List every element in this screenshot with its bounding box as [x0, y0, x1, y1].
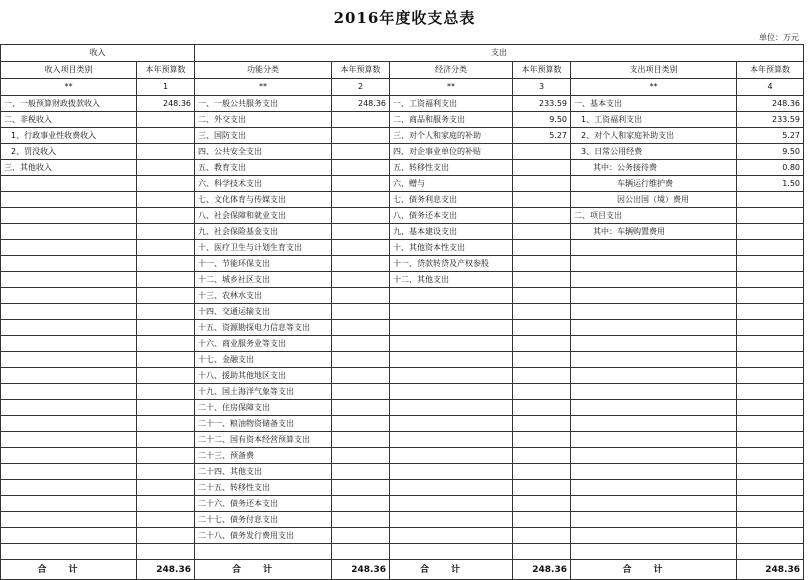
income-category-header: 收入项目类别	[1, 62, 137, 79]
index-cell: 1	[137, 79, 195, 96]
economic-label-cell: 二、商品和服务支出	[390, 112, 513, 128]
income-value-cell	[137, 432, 195, 448]
table-row	[1, 96, 804, 112]
functional-value-cell	[332, 144, 390, 160]
economic-value-cell	[513, 304, 571, 320]
expense-item-value-cell	[737, 416, 804, 432]
expense-item-label-cell	[571, 256, 737, 272]
economic-value-cell	[513, 320, 571, 336]
table-row	[1, 384, 804, 400]
total-value: 248.36	[737, 560, 804, 580]
expense-budget-header: 本年预算数	[737, 62, 804, 79]
functional-value-cell	[332, 352, 390, 368]
expense-item-value-cell: 233.59	[737, 112, 804, 128]
income-value-cell	[137, 464, 195, 480]
expense-item-label-cell	[571, 368, 737, 384]
expense-item-label-cell	[571, 448, 737, 464]
income-label-cell	[1, 304, 137, 320]
expense-item-label-cell	[571, 496, 737, 512]
income-value-cell	[137, 288, 195, 304]
income-label-cell: 1、行政事业性收费收入	[1, 128, 137, 144]
functional-label-cell: 十二、城乡社区支出	[195, 272, 332, 288]
table-row	[1, 528, 804, 544]
functional-value-cell	[332, 384, 390, 400]
functional-value-cell	[332, 224, 390, 240]
functional-value-cell	[332, 208, 390, 224]
expense-item-value-cell	[737, 320, 804, 336]
economic-label-cell	[390, 288, 513, 304]
functional-value-cell	[332, 512, 390, 528]
functional-value-cell	[332, 176, 390, 192]
income-label-cell: 2、罚没收入	[1, 144, 137, 160]
economic-label-cell: 九、基本建设支出	[390, 224, 513, 240]
functional-value-cell: 248.36	[332, 96, 390, 112]
expense-item-value-cell	[737, 304, 804, 320]
table-row	[1, 208, 804, 224]
expense-item-value-cell: 9.50	[737, 144, 804, 160]
economic-value-cell	[513, 352, 571, 368]
income-label-cell	[1, 352, 137, 368]
economic-label-cell	[390, 480, 513, 496]
functional-label-cell: 二十八、债务发行费用支出	[195, 528, 332, 544]
expense-item-label-cell	[571, 464, 737, 480]
functional-value-cell	[332, 112, 390, 128]
income-value-cell	[137, 496, 195, 512]
total-value: 248.36	[332, 560, 390, 580]
expense-item-value-cell	[737, 352, 804, 368]
table-row	[1, 128, 804, 144]
income-value-cell	[137, 544, 195, 560]
income-label-cell	[1, 416, 137, 432]
expense-item-label-cell	[571, 432, 737, 448]
economic-label-cell: 十二、其他支出	[390, 272, 513, 288]
income-value-cell	[137, 208, 195, 224]
income-label-cell	[1, 448, 137, 464]
expense-item-label-cell	[571, 352, 737, 368]
economic-label-cell	[390, 416, 513, 432]
expense-item-label-cell	[571, 416, 737, 432]
income-label-cell: 一、一般预算财政拨款收入	[1, 96, 137, 112]
economic-label-cell	[390, 464, 513, 480]
total-label: 合计	[390, 560, 513, 580]
functional-value-cell	[332, 432, 390, 448]
income-value-cell	[137, 400, 195, 416]
functional-value-cell	[332, 480, 390, 496]
income-value-cell	[137, 512, 195, 528]
expense-item-value-cell	[737, 336, 804, 352]
economic-value-cell	[513, 544, 571, 560]
economic-label-cell	[390, 528, 513, 544]
economic-value-cell	[513, 512, 571, 528]
economic-label-cell	[390, 400, 513, 416]
economic-header: 经济分类	[390, 62, 513, 79]
income-value-cell	[137, 112, 195, 128]
functional-label-cell	[195, 544, 332, 560]
table-row	[1, 192, 804, 208]
expense-item-label-cell	[571, 544, 737, 560]
economic-label-cell	[390, 544, 513, 560]
expense-item-label-cell: 其中：车辆购置费用	[571, 224, 737, 240]
functional-label-cell: 十七、金融支出	[195, 352, 332, 368]
index-cell: 4	[737, 79, 804, 96]
income-label-cell	[1, 224, 137, 240]
functional-value-cell	[332, 400, 390, 416]
functional-value-cell	[332, 528, 390, 544]
income-label-cell	[1, 432, 137, 448]
functional-label-cell: 一、一般公共服务支出	[195, 96, 332, 112]
table-row	[1, 352, 804, 368]
economic-value-cell	[513, 480, 571, 496]
economic-label-cell: 八、债务还本支出	[390, 208, 513, 224]
economic-label-cell	[390, 320, 513, 336]
economic-value-cell	[513, 528, 571, 544]
functional-label-cell: 二十五、转移性支出	[195, 480, 332, 496]
income-label-cell	[1, 512, 137, 528]
budget-table	[0, 44, 804, 580]
expense-item-value-cell: 5.27	[737, 128, 804, 144]
table-row	[1, 112, 804, 128]
income-value-cell	[137, 336, 195, 352]
income-label-cell	[1, 240, 137, 256]
functional-value-cell	[332, 240, 390, 256]
economic-value-cell	[513, 416, 571, 432]
economic-value-cell	[513, 336, 571, 352]
functional-label-cell: 十九、国土海洋气象等支出	[195, 384, 332, 400]
income-label-cell	[1, 288, 137, 304]
expense-item-label-cell	[571, 528, 737, 544]
functional-label-cell: 二、外交支出	[195, 112, 332, 128]
income-value-cell: 248.36	[137, 96, 195, 112]
functional-value-cell	[332, 320, 390, 336]
economic-value-cell	[513, 144, 571, 160]
table-row	[1, 512, 804, 528]
income-label-cell	[1, 256, 137, 272]
functional-value-cell	[332, 496, 390, 512]
economic-value-cell	[513, 160, 571, 176]
income-value-cell	[137, 480, 195, 496]
table-row	[1, 400, 804, 416]
economic-label-cell	[390, 496, 513, 512]
expense-item-label-cell	[571, 400, 737, 416]
economic-value-cell	[513, 384, 571, 400]
functional-label-cell: 二十、住房保障支出	[195, 400, 332, 416]
income-budget-header: 本年预算数	[137, 62, 195, 79]
functional-label-cell: 二十二、国有资本经营预算支出	[195, 432, 332, 448]
economic-value-cell	[513, 240, 571, 256]
income-value-cell	[137, 368, 195, 384]
index-cell: **	[195, 79, 332, 96]
expense-item-value-cell	[737, 464, 804, 480]
functional-label-cell: 九、社会保险基金支出	[195, 224, 332, 240]
economic-value-cell	[513, 400, 571, 416]
income-label-cell	[1, 272, 137, 288]
economic-label-cell	[390, 304, 513, 320]
economic-value-cell	[513, 272, 571, 288]
expense-item-value-cell	[737, 288, 804, 304]
functional-label-cell: 二十七、债务付息支出	[195, 512, 332, 528]
expense-item-label-cell: 车辆运行维护费	[571, 176, 737, 192]
table-row	[1, 416, 804, 432]
expense-item-label-cell	[571, 304, 737, 320]
economic-label-cell: 十一、贷款转贷及产权参股	[390, 256, 513, 272]
expense-item-label-cell: 3、日常公用经费	[571, 144, 737, 160]
expense-item-value-cell	[737, 400, 804, 416]
economic-label-cell: 一、工资福利支出	[390, 96, 513, 112]
functional-label-cell: 十、医疗卫生与计划生育支出	[195, 240, 332, 256]
expense-category-header: 支出项目类别	[571, 62, 737, 79]
functional-value-cell	[332, 192, 390, 208]
table-row	[1, 240, 804, 256]
functional-label-cell: 二十六、债务还本支出	[195, 496, 332, 512]
functional-label-cell: 十四、交通运输支出	[195, 304, 332, 320]
table-row	[1, 304, 804, 320]
income-value-cell	[137, 256, 195, 272]
economic-value-cell: 233.59	[513, 96, 571, 112]
economic-label-cell: 七、债务利息支出	[390, 192, 513, 208]
economic-label-cell	[390, 336, 513, 352]
table-row	[1, 256, 804, 272]
functional-label-cell: 七、文化体育与传媒支出	[195, 192, 332, 208]
economic-label-cell	[390, 368, 513, 384]
economic-value-cell	[513, 288, 571, 304]
income-value-cell	[137, 320, 195, 336]
expense-item-value-cell: 1.50	[737, 176, 804, 192]
income-label-cell	[1, 400, 137, 416]
income-label-cell	[1, 496, 137, 512]
index-cell: **	[571, 79, 737, 96]
expense-item-label-cell	[571, 272, 737, 288]
expense-item-value-cell	[737, 528, 804, 544]
expense-item-label-cell	[571, 336, 737, 352]
functional-value-cell	[332, 448, 390, 464]
functional-label-cell: 十六、商业服务业等支出	[195, 336, 332, 352]
economic-value-cell	[513, 176, 571, 192]
income-label-cell	[1, 480, 137, 496]
expense-item-value-cell	[737, 496, 804, 512]
income-value-cell	[137, 448, 195, 464]
table-row	[1, 176, 804, 192]
expense-item-label-cell	[571, 480, 737, 496]
functional-label-cell: 二十一、粮油物资储备支出	[195, 416, 332, 432]
expense-item-value-cell	[737, 224, 804, 240]
expense-item-value-cell	[737, 384, 804, 400]
index-cell: 3	[513, 79, 571, 96]
expense-item-label-cell	[571, 240, 737, 256]
income-value-cell	[137, 128, 195, 144]
expense-item-label-cell: 2、对个人和家庭补助支出	[571, 128, 737, 144]
table-row	[1, 480, 804, 496]
functional-label-cell: 十三、农林水支出	[195, 288, 332, 304]
income-label-cell: 二、非税收入	[1, 112, 137, 128]
total-row	[1, 560, 804, 580]
functional-value-cell	[332, 416, 390, 432]
income-label-cell	[1, 464, 137, 480]
functional-value-cell	[332, 464, 390, 480]
income-value-cell	[137, 224, 195, 240]
expense-item-value-cell	[737, 256, 804, 272]
economic-label-cell: 六、赠与	[390, 176, 513, 192]
total-value: 248.36	[137, 560, 195, 580]
table-row	[1, 144, 804, 160]
functional-value-cell	[332, 288, 390, 304]
income-label-cell	[1, 208, 137, 224]
index-cell: **	[390, 79, 513, 96]
total-label: 合计	[1, 560, 137, 580]
income-label-cell	[1, 544, 137, 560]
economic-label-cell: 三、对个人和家庭的补助	[390, 128, 513, 144]
functional-label-cell: 十八、援助其他地区支出	[195, 368, 332, 384]
income-group-header: 收入	[1, 45, 195, 62]
economic-value-cell	[513, 208, 571, 224]
functional-label-cell: 八、社会保障和就业支出	[195, 208, 332, 224]
economic-label-cell: 五、转移性支出	[390, 160, 513, 176]
income-value-cell	[137, 240, 195, 256]
table-row	[1, 544, 804, 560]
expense-item-label-cell	[571, 288, 737, 304]
functional-label-cell: 二十三、预备费	[195, 448, 332, 464]
income-value-cell	[137, 176, 195, 192]
table-row	[1, 160, 804, 176]
expense-item-label-cell	[571, 512, 737, 528]
income-label-cell	[1, 192, 137, 208]
income-label-cell: 三、其他收入	[1, 160, 137, 176]
expense-item-label-cell: 其中：公务接待费	[571, 160, 737, 176]
functional-label-cell: 十五、资源勘探电力信息等支出	[195, 320, 332, 336]
index-cell: 2	[332, 79, 390, 96]
functional-header: 功能分类	[195, 62, 332, 79]
economic-label-cell	[390, 352, 513, 368]
total-value: 248.36	[513, 560, 571, 580]
table-row	[1, 320, 804, 336]
economic-label-cell	[390, 512, 513, 528]
income-label-cell	[1, 320, 137, 336]
economic-label-cell: 十、其他资本性支出	[390, 240, 513, 256]
expense-item-label-cell: 二、项目支出	[571, 208, 737, 224]
economic-label-cell	[390, 432, 513, 448]
economic-label-cell: 四、对企事业单位的补贴	[390, 144, 513, 160]
income-value-cell	[137, 160, 195, 176]
functional-value-cell	[332, 368, 390, 384]
expense-item-label-cell: 一、基本支出	[571, 96, 737, 112]
economic-budget-header: 本年预算数	[513, 62, 571, 79]
functional-label-cell: 六、科学技术支出	[195, 176, 332, 192]
expense-item-value-cell	[737, 448, 804, 464]
income-value-cell	[137, 352, 195, 368]
table-row	[1, 224, 804, 240]
income-value-cell	[137, 144, 195, 160]
expense-item-label-cell: 因公出国（境）费用	[571, 192, 737, 208]
income-value-cell	[137, 528, 195, 544]
functional-value-cell	[332, 256, 390, 272]
page-title: 2016年度收支总表	[333, 9, 476, 27]
table-row	[1, 288, 804, 304]
income-label-cell	[1, 176, 137, 192]
functional-value-cell	[332, 160, 390, 176]
expense-item-value-cell	[737, 272, 804, 288]
functional-budget-header: 本年预算数	[332, 62, 390, 79]
income-value-cell	[137, 384, 195, 400]
income-label-cell	[1, 336, 137, 352]
total-label: 合计	[195, 560, 332, 580]
unit-label: 单位：万元	[759, 33, 799, 42]
economic-value-cell: 5.27	[513, 128, 571, 144]
functional-label-cell: 五、教育支出	[195, 160, 332, 176]
expense-item-value-cell	[737, 432, 804, 448]
expense-group-header: 支出	[195, 45, 804, 62]
expense-item-value-cell: 0.80	[737, 160, 804, 176]
economic-value-cell	[513, 432, 571, 448]
table-row	[1, 368, 804, 384]
income-value-cell	[137, 272, 195, 288]
table-row	[1, 448, 804, 464]
economic-value-cell: 9.50	[513, 112, 571, 128]
expense-item-value-cell	[737, 192, 804, 208]
economic-value-cell	[513, 464, 571, 480]
functional-label-cell: 三、国防支出	[195, 128, 332, 144]
functional-value-cell	[332, 304, 390, 320]
functional-value-cell	[332, 544, 390, 560]
expense-item-value-cell	[737, 544, 804, 560]
income-value-cell	[137, 416, 195, 432]
economic-value-cell	[513, 496, 571, 512]
table-row	[1, 464, 804, 480]
expense-item-value-cell	[737, 480, 804, 496]
income-label-cell	[1, 528, 137, 544]
economic-label-cell	[390, 384, 513, 400]
income-value-cell	[137, 192, 195, 208]
functional-value-cell	[332, 336, 390, 352]
economic-value-cell	[513, 224, 571, 240]
economic-value-cell	[513, 192, 571, 208]
functional-label-cell: 四、公共安全支出	[195, 144, 332, 160]
functional-value-cell	[332, 128, 390, 144]
table-row	[1, 272, 804, 288]
expense-item-value-cell	[737, 368, 804, 384]
table-row	[1, 496, 804, 512]
functional-label-cell: 十一、节能环保支出	[195, 256, 332, 272]
expense-item-label-cell	[571, 320, 737, 336]
expense-item-value-cell	[737, 240, 804, 256]
table-row	[1, 432, 804, 448]
expense-item-label-cell	[571, 384, 737, 400]
expense-item-value-cell	[737, 512, 804, 528]
expense-item-value-cell: 248.36	[737, 96, 804, 112]
table-row	[1, 336, 804, 352]
expense-item-label-cell: 1、工资福利支出	[571, 112, 737, 128]
index-cell: **	[1, 79, 137, 96]
economic-value-cell	[513, 448, 571, 464]
income-label-cell	[1, 368, 137, 384]
economic-label-cell	[390, 448, 513, 464]
functional-value-cell	[332, 272, 390, 288]
income-value-cell	[137, 304, 195, 320]
economic-value-cell	[513, 256, 571, 272]
total-label: 合计	[571, 560, 737, 580]
expense-item-value-cell	[737, 208, 804, 224]
income-label-cell	[1, 384, 137, 400]
economic-value-cell	[513, 368, 571, 384]
functional-label-cell: 二十四、其他支出	[195, 464, 332, 480]
